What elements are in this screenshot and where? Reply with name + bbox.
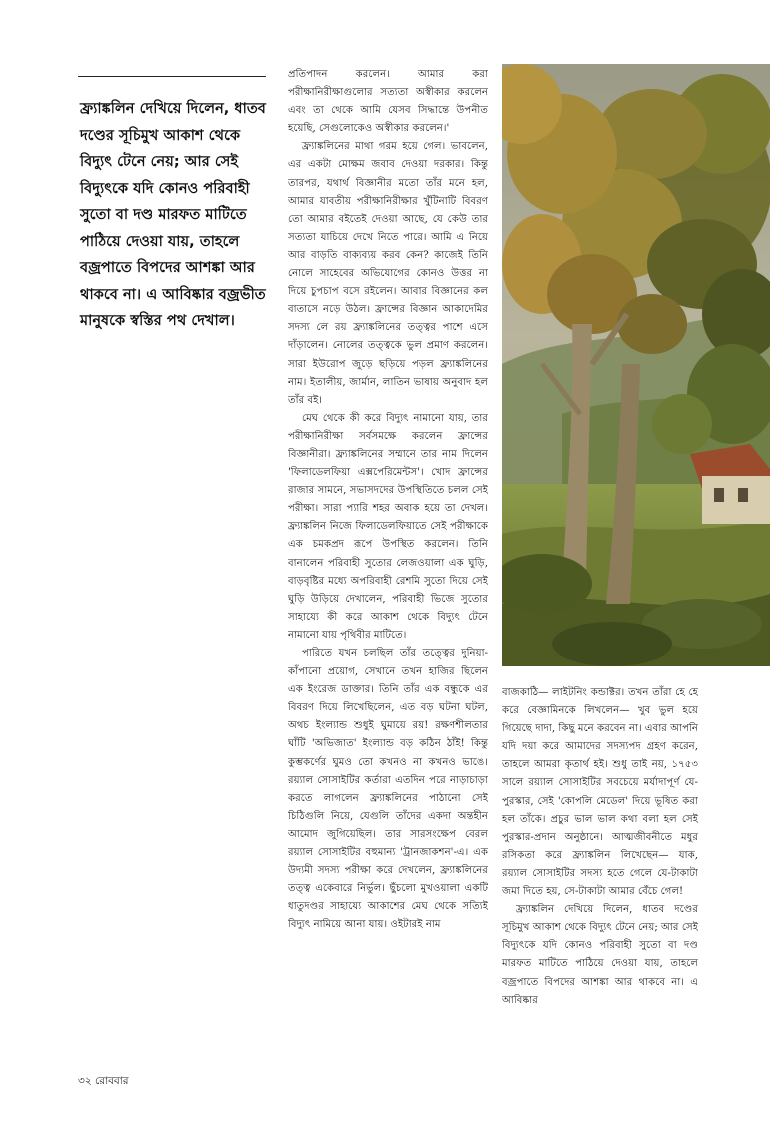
pull-quote-rule bbox=[78, 76, 266, 77]
paragraph: ফ্র্যাঙ্কলিন দেখিয়ে দিলেন, ধাতব দণ্ডের সূচিমুখ আকাশ থেকে বিদ্যুৎ টেনে নেয়; আর সেই বিদ্যুৎকে যদি কোনও পরিবাহী সুতো বা দণ্ড মারফত মাটিতে পাঠিয়ে দেওয়া যায়, তাহলে বজ্রপাতে বিপদের আশঙ্কা আর থাকবে না। এ আবিষ্কার bbox=[502, 904, 698, 1006]
landscape-painting bbox=[502, 64, 770, 666]
paragraph: মেঘ থেকে কী করে বিদ্যুৎ নামানো যায়, তার পরীক্ষানিরীক্ষা সর্বসমক্ষে করলেন ফ্রান্সের বিজ্ঞানীরা। ফ্র্যাঙ্কলিনের সম্মানে তার নাম দিলেন 'ফিলাডেলফিয়া এক্সপেরিমেন্টস'। খোদ ফ্রান্সের রাজার সামনে, সভাসদদের উপস্থিতিতে চলল সেই পরীক্ষা। সারা প্যারি শহর অবাক হয়ে তা দেখল। ফ্র্যাঙ্কলিন নিজে ফিলাডেলফিয়াতে সেই পরীক্ষাকে এক চমকপ্রদ রূপে উপস্থিত করলেন। তিনি বানালেন পরিবাহী সুতোর লেজওয়ালা এক ঘুড়ি, বাড়বৃষ্টির মধ্যে অপরিবাহী রেশমি সুতো দিয়ে সেই ঘুড়ি উড়িয়ে দেখালেন, পরিবাহী ভিজে সুতোর সাহায্যে কী করে আকাশ থেকে বিদ্যুৎ টেনে নামানো যায় পৃথিবীর মাটিতে। bbox=[288, 412, 488, 641]
paragraph: পারিতে যখন চলছিল তাঁর তত্ত্বের দুনিয়া-কাঁপানো প্রয়োগ, সেখানে তখন হাজির ছিলেন এক ইংরেজ ডাক্তার। তিনি তাঁর এক বন্ধুকে এর বিবরণ দিয়ে লিখেছিলেন, এত বড় ঘটনা ঘটল, অথচ ইংল্যান্ড শুধুই ঘুমায়ে রয়! রক্ষণশীলতার ঘাঁটি 'অভিজাত' ইংল্যান্ড বড় কঠিন ঠাঁই! কিন্তু কুম্ভকর্ণের ঘুমও তো কখনও না কখনও ভাঙে। রয়্যাল সোসাইটির কর্তারা এতদিন পরে নাড়াচাড়া করতে লাগলেন ফ্র্যাঙ্কলিনের পাঠানো সেই চিঠিগুলি নিয়ে, যেগুলি তাঁদের একদা অন্তহীন আমোদ জুগিয়েছিল। তার সারসংক্ষেপ বেরল রয়্যাল সোসাইটির বহুমান্য 'ট্রানজাকশন'-এ। এক উদ্যমী সদস্য পরীক্ষা করে দেখলেন, ফ্র্যাঙ্কলিনের তত্ত্ব একেবারে নির্ভুল। ছুঁচলো মুখওয়ালা একটি ধাতুদণ্ডর সাহায্যে আকাশের মেঘ থেকে সত্যিই বিদ্যুৎ নামিয়ে আনা যায়। ওইটারই নাম bbox=[288, 648, 488, 931]
paragraph: প্রতিপাদন করলেন। আমার করা পরীক্ষানিরীক্ষাগুলোর সত্যতা অস্বীকার করলেন এবং তা থেকে আমি যেসব সিদ্ধান্তে উপনীত হয়েছি, সেগুলোকেও অস্বীকার করলেন।' bbox=[288, 69, 488, 135]
pull-quote: ফ্র্যাঙ্কলিন দেখিয়ে দিলেন, ধাতব দণ্ডের সূচিমুখ আকাশ থেকে বিদ্যুৎ টেনে নেয়; আর সেই বিদ্যুৎকে যদি কোনও পরিবাহী সুতো বা দণ্ড মারফত মাটিতে পাঠিয়ে দেওয়া যায়, তাহলে বজ্রপাতে বিপদের আশঙ্কা আর থাকবে না। এ আবিষ্কার বজ্রভীত মানুষকে স্বস্তির পথ দেখাল। bbox=[80, 100, 266, 329]
article-column-right bbox=[502, 684, 698, 1054]
page-footer: ৩২ রোববার bbox=[78, 1075, 129, 1087]
article-column-middle bbox=[288, 66, 488, 1066]
paragraph: ফ্র্যাঙ্কলিনের মাথা গরম হয়ে গেল। ভাবলেন, এর একটা মোক্ষম জবাব দেওয়া দরকার। কিন্তু তারপর, যথার্থ বিজ্ঞানীর মতো তাঁর মনে হল, আমার যাবতীয় পরীক্ষানিরীক্ষার খুঁটিনাটি বিবরণ তো আমার বইতেই দেওয়া আছে, যে কেউ তার সত্যতা যাচিয়ে দেখে নিতে পারে। আমি এ নিয়ে আর বাড়তি বাক্যব্যয় করব কেন? কাজেই তিনি নোলে সাহেবের অভিযোগের কোনও উত্তর না দিয়ে চুপচাপ বসে রইলেন। আবার বিজ্ঞানের কল বাতাসে নড়ে উঠল। ফ্রান্সের বিজ্ঞান আকাদেমির সদস্য লে রয় ফ্র্যাঙ্কলিনের তত্ত্বর পাশে এসে দাঁড়ালেন। নোলের তত্ত্বকে ভুল প্রমাণ করলেন। সারা ইউরোপ জুড়ে ছড়িয়ে পড়ল ফ্র্যাঙ্কলিনের নাম। ইতালীয়, জার্মান, লাতিন ভাষায় অনুবাদ হল তাঁর বই। bbox=[288, 141, 488, 406]
paragraph: বাজকাঠি— লাইটনিং কন্ডাক্টর। তখন তাঁরা হে হে করে বেজ্ঞামিনকে লিখলেন— খুব ভুল হয়ে গিয়েছে দাদা, কিছু মনে করবেন না। এবার আপনি যদি দয়া করে আমাদের সদস্যপদ গ্রহণ করেন, তাহলে আমরা কৃতার্থ হই। শুধু তাই নয়, ১৭৫৩ সালে রয়্যাল সোসাইটির সবচেয়ে মর্যাদাপূর্ণ যে-পুরস্কার, সেই 'কোপলি মেডেল' দিয়ে ভূষিত করা হল তাঁকে। প্রচুর ভাল ভাল কথা বলা হল সেই পুরস্কার-প্রদান অনুষ্ঠানে। আত্মজীবনীতে মধুর রসিকতা করে ফ্র্যাঙ্কলিন লিখেছেন— যাক, রয়্যাল সোসাইটির সদস্য হতে গেলে যে-টাকাটা জমা দিতে হয়, সে-টাকাটা আমার বেঁচে গেল! bbox=[502, 687, 698, 898]
